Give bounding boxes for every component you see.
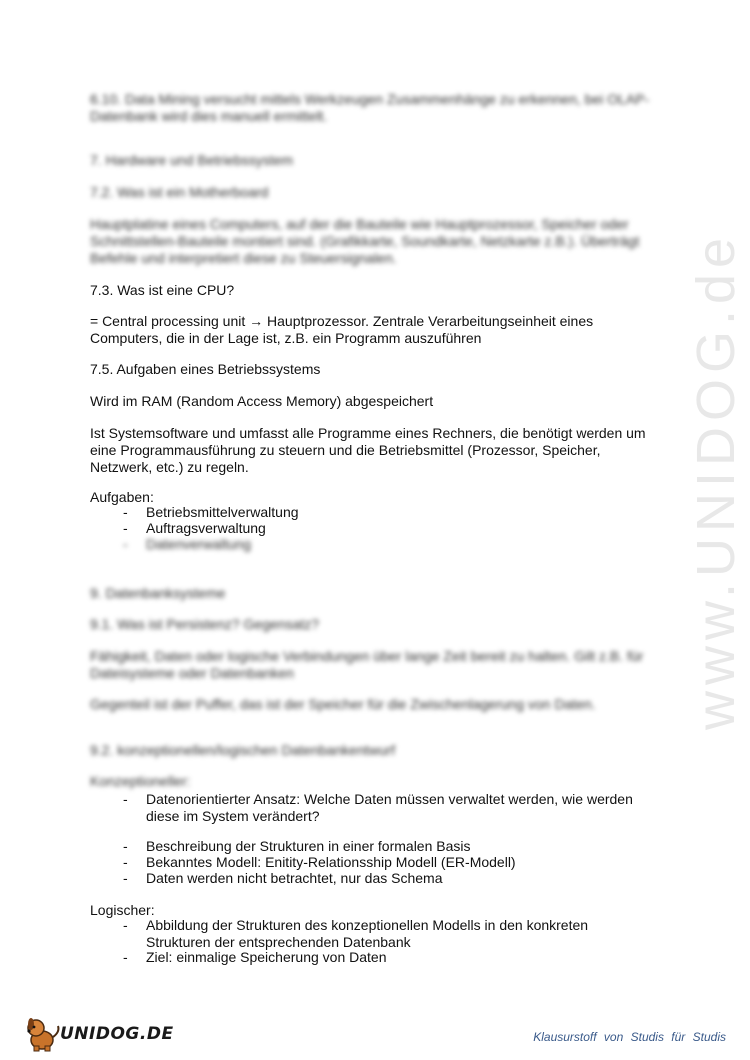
paragraph-6-10: 6.10. Data Mining versucht mittels Werkzeugen Zusammenhänge zu erkennen, bei OLAP-Datenbank wird dies manuell ermittelt. bbox=[90, 91, 650, 124]
heading-9-1: 9.1. Was ist Persistenz? Gegensatz? bbox=[90, 616, 320, 632]
list-item-text: Abbildung der Strukturen des konzeptionellen Modells in den konkreten Strukturen der entsprechenden Datenbank bbox=[146, 917, 589, 950]
logo-text[interactable]: UNIDOG.DE bbox=[60, 1024, 174, 1044]
heading-9: 9. Datenbanksysteme bbox=[90, 585, 226, 601]
paragraph-9-1-a: Fähigkeit, Daten oder logische Verbindungen über lange Zeit bereit zu halten. Gilt z.B. für Dateisysteme oder Datenbanken bbox=[90, 648, 644, 681]
paragraph-9-1-b: Gegenteil ist der Puffer, das ist der Speicher für die Zwischenlagerung von Daten. bbox=[90, 696, 596, 712]
list-item: - Betriebsmittelverwaltung bbox=[123, 504, 653, 521]
footer-tagline: Klausurstoff von Studis für Studis bbox=[533, 1030, 726, 1044]
heading-9-2: 9.2. konzeptionellen/logischen Datenbankentwurf bbox=[90, 742, 396, 758]
list-item: - Datenverwaltung bbox=[123, 536, 653, 553]
paragraph-7-5-ram: Wird im RAM (Random Access Memory) abgespeichert bbox=[90, 393, 434, 409]
list-item-text: Betriebsmittelverwaltung bbox=[146, 504, 299, 520]
list-item: - Daten werden nicht betrachtet, nur das Schema bbox=[123, 870, 653, 887]
list-item-text: Ziel: einmalige Speicherung von Daten bbox=[146, 949, 387, 965]
list-item-text: Datenorientierter Ansatz: Welche Daten müssen verwaltet werden, wie werden diese im System verändert? bbox=[146, 791, 633, 824]
list-item: - Auftragsverwaltung bbox=[123, 520, 653, 537]
heading-7: 7. Hardware und Betriebssystem bbox=[90, 152, 294, 168]
konzeptioneller-label: Konzeptioneller: bbox=[90, 773, 191, 789]
list-item-text: Datenverwaltung bbox=[146, 536, 252, 552]
list-item-text: Bekanntes Modell: Enitity-Relationsship Modell (ER-Modell) bbox=[146, 854, 516, 870]
list-item: - Beschreibung der Strukturen in einer formalen Basis bbox=[123, 838, 653, 855]
heading-7-2: 7.2. Was ist ein Motherboard bbox=[90, 184, 269, 200]
dog-logo-icon bbox=[22, 1016, 62, 1052]
tasks-label: Aufgaben: bbox=[90, 489, 154, 505]
list-item: - Ziel: einmalige Speicherung von Daten bbox=[123, 949, 653, 966]
list-item-text: Daten werden nicht betrachtet, nur das Schema bbox=[146, 870, 443, 886]
logischer-label: Logischer: bbox=[90, 902, 155, 918]
list-item: - Bekanntes Modell: Enitity-Relationsship Modell (ER-Modell) bbox=[123, 854, 653, 871]
list-item-text: Beschreibung der Strukturen in einer formalen Basis bbox=[146, 838, 471, 854]
paragraph-7-5-systemsoftware: Ist Systemsoftware und umfasst alle Programme eines Rechners, die benötigt werden um eine Programmausführung zu steuern und die Betriebsmittel (Prozessor, Speicher, Netzwerk, etc.) zu regeln. bbox=[90, 425, 646, 475]
list-item: - Abbildung der Strukturen des konzeptionellen Modells in den konkreten Strukturen der entsprechenden Datenbank bbox=[123, 917, 653, 951]
paragraph-7-3: = Central processing unit → Hauptprozessor. Zentrale Verarbeitungseinheit eines Computers, die in der Lage ist, z.B. ein Programm auszuführen bbox=[90, 313, 594, 346]
watermark: www.UNIDOG.de bbox=[686, 231, 746, 730]
list-item-text: Auftragsverwaltung bbox=[146, 520, 266, 536]
paragraph-7-2: Hauptplatine eines Computers, auf der die Bauteile wie Hauptprozessor, Speicher oder Schnittstellen-Bauteile montiert sind. (Grafikkarte, Soundkarte, Netzkarte z.B.). Überträgt Befehle und interpretiert diese zu Steuersignalen. bbox=[90, 216, 640, 266]
list-item: - Datenorientierter Ansatz: Welche Daten müssen verwaltet werden, wie werden diese im System verändert? bbox=[123, 791, 653, 825]
heading-7-5: 7.5. Aufgaben eines Betriebssystems bbox=[90, 361, 321, 377]
heading-7-3: 7.3. Was ist eine CPU? bbox=[90, 282, 235, 298]
